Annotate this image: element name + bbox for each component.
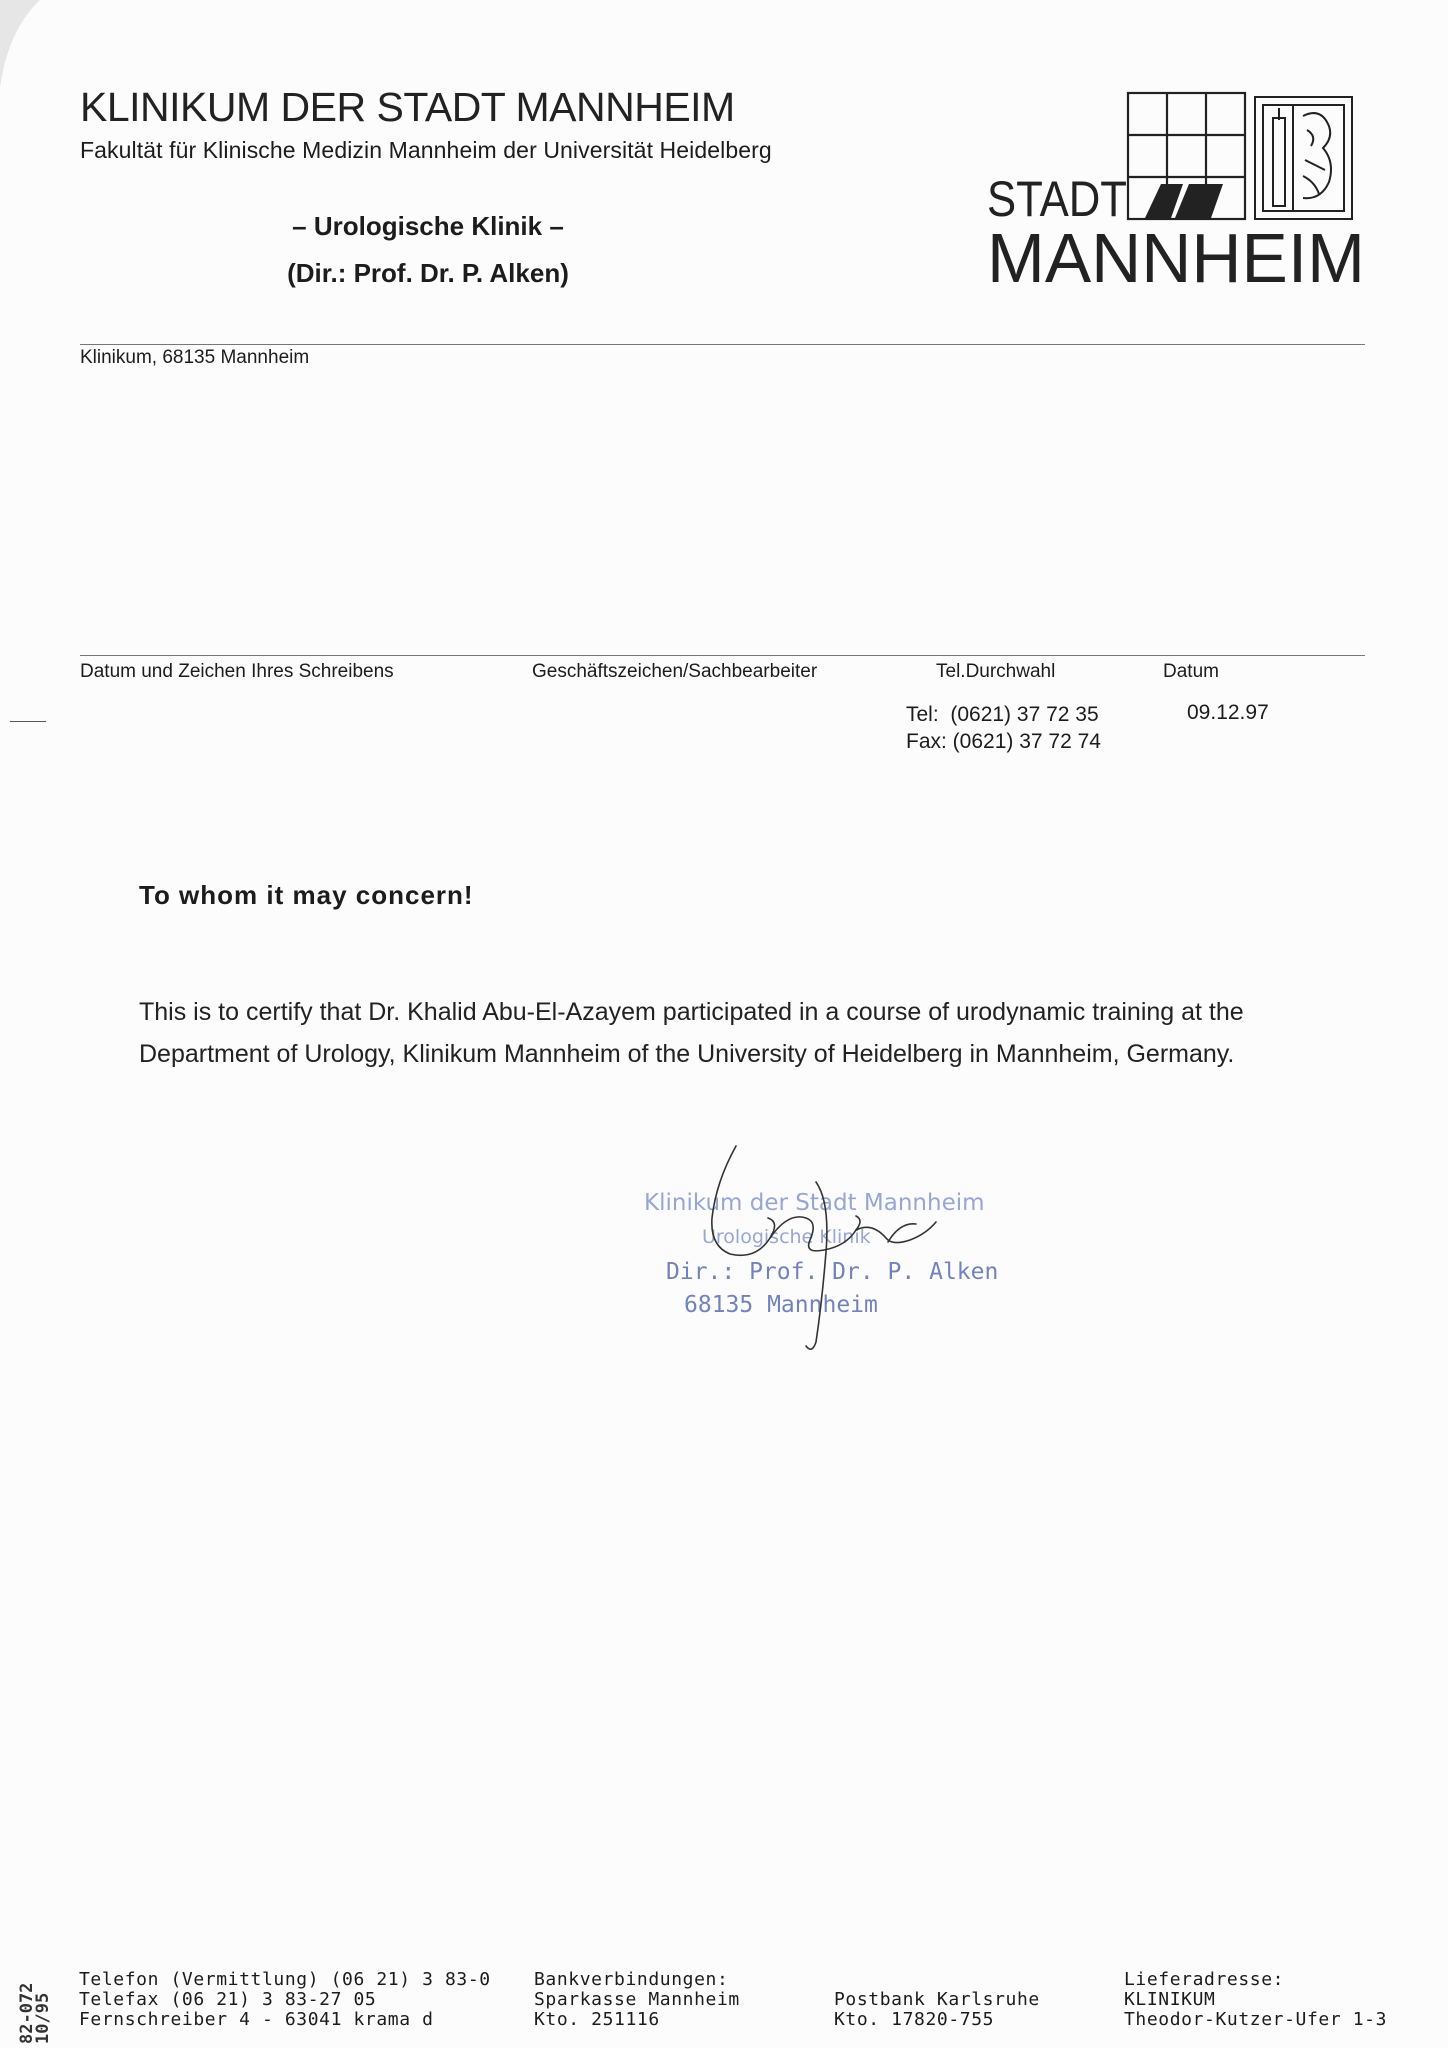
footer-bank-heading: Bankverbindungen: bbox=[534, 1969, 729, 1990]
official-stamp bbox=[620, 1142, 1020, 1362]
sender-divider bbox=[80, 344, 1365, 345]
form-code bbox=[10, 1948, 53, 2048]
label-date: Datum bbox=[1163, 661, 1219, 682]
label-file-reference: Geschäftszeichen/Sachbearbeiter bbox=[532, 661, 818, 682]
footer-contact-column bbox=[79, 1970, 491, 2030]
stamp-line-1: Klinikum der Stadt Mannheim bbox=[644, 1190, 985, 1216]
fax-number: Fax: (0621) 37 72 74 bbox=[906, 730, 1101, 753]
footer-delivery-heading: Lieferadresse: bbox=[1124, 1969, 1285, 1990]
organization-name: KLINIKUM DER STADT MANNHEIM bbox=[80, 84, 735, 130]
footer-bank-name: Sparkasse Mannheim bbox=[534, 1989, 740, 2010]
coat-of-arms-icon bbox=[1255, 97, 1352, 219]
m-block-icon bbox=[1145, 184, 1223, 218]
faculty-line: Fakultät für Klinische Medizin Mannheim der Universität Heidelberg bbox=[80, 137, 772, 163]
department-director: (Dir.: Prof. Dr. P. Alken) bbox=[287, 258, 569, 288]
form-code-date: 10/95 bbox=[33, 1992, 53, 2044]
page-corner-curl bbox=[0, 0, 40, 90]
footer-bank-column bbox=[534, 1970, 740, 2030]
label-direct-dial: Tel.Durchwahl bbox=[936, 661, 1056, 682]
body-line-2: Department of Urology, Klinikum Mannheim of the University of Heidelberg in Mannheim, Germany. bbox=[139, 1040, 1235, 1068]
mannheim-city-logo bbox=[985, 86, 1370, 297]
stamp-line-4: 68135 Mannheim bbox=[684, 1292, 878, 1318]
sender-address: Klinikum, 68135 Mannheim bbox=[80, 347, 310, 368]
contact-numbers bbox=[906, 701, 1101, 755]
footer-postbank-column bbox=[834, 1990, 1040, 2030]
stamp-line-3: Dir.: Prof. Dr. P. Alken bbox=[666, 1259, 999, 1285]
footer-postbank-account: Kto. 17820-755 bbox=[834, 2009, 995, 2030]
body-line-1: This is to certify that Dr. Khalid Abu-El-Azayem participated in a course of urodynamic training at the bbox=[139, 998, 1244, 1026]
footer-delivery-street: Theodor-Kutzer-Ufer 1-3 bbox=[1124, 2009, 1388, 2030]
label-your-letter: Datum und Zeichen Ihres Schreibens bbox=[80, 661, 394, 682]
footer-delivery-name: KLINIKUM bbox=[1124, 1989, 1216, 2010]
letter-date: 09.12.97 bbox=[1187, 701, 1269, 724]
fold-mark bbox=[10, 721, 46, 722]
telephone-number: Tel: (0621) 37 72 35 bbox=[906, 703, 1099, 726]
form-code-number: 82-072 bbox=[17, 1982, 37, 2044]
footer-telex: Fernschreiber 4 - 63041 krama d bbox=[79, 2009, 434, 2030]
footer-phone: Telefon (Vermittlung) (06 21) 3 83-0 bbox=[79, 1969, 491, 1990]
reference-divider bbox=[80, 655, 1365, 656]
logo-word-stadt: STADT bbox=[987, 171, 1127, 227]
footer-postbank-name: Postbank Karlsruhe bbox=[834, 1989, 1040, 2010]
salutation: To whom it may concern! bbox=[139, 880, 474, 910]
footer-delivery-column bbox=[1124, 1970, 1387, 2030]
footer-fax: Telefax (06 21) 3 83-27 05 bbox=[79, 1989, 377, 2010]
footer-bank-account: Kto. 251116 bbox=[534, 2009, 660, 2030]
stamp-line-2: Urologische Klinik bbox=[702, 1226, 871, 1248]
logo-word-mannheim: MANNHEIM bbox=[987, 219, 1365, 297]
department-name: – Urologische Klinik – bbox=[292, 211, 564, 241]
